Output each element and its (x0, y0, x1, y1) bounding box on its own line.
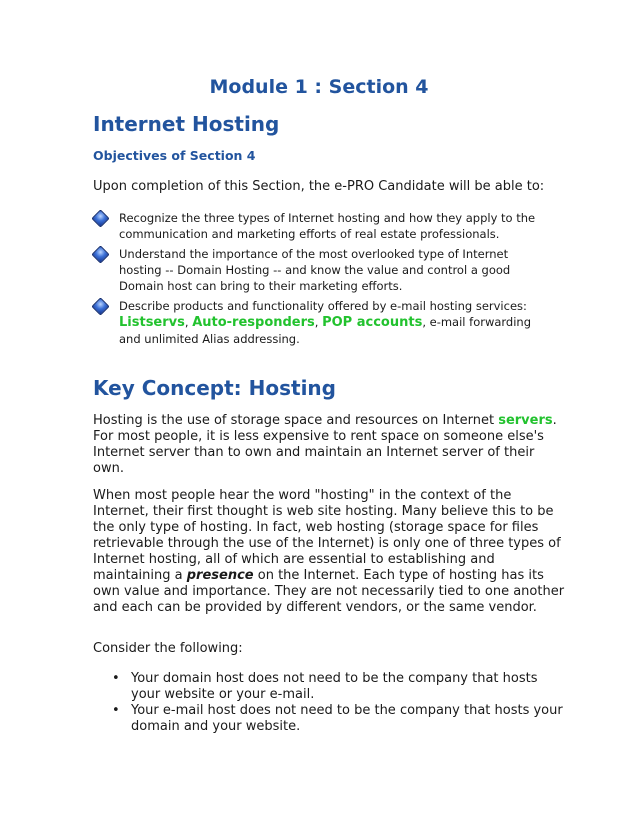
term-auto-responders: Auto-responders (192, 315, 315, 330)
objective-text: Recognize the three types of Internet hosting and how they apply to the communication and marketing efforts of real estate professionals. (119, 211, 536, 241)
blue-diamond-icon (91, 209, 109, 227)
objective-item (93, 298, 553, 347)
paragraph-text: Hosting is the use of storage space and resources on Internet (93, 413, 499, 428)
term-listservs: Listservs (119, 315, 185, 330)
separator: , (314, 315, 323, 329)
objective-text: Understand the importance of the most overlooked type of Internet hosting -- Domain Hosting -- and know the value and control a good Domain host can bring to their marketing efforts. (119, 247, 511, 293)
emphasis-presence: presence (186, 568, 254, 583)
paragraph-text: on the Internet. Each type of hosting has its own value and importance. They are not necessarily tied to one another and each can be provided by different vendors, or the same vendor. (93, 568, 565, 615)
paragraph-text: When most people hear the word "hosting" in the context of the Internet, their first thought is web site hosting. Many believe this to be the only type of hosting. In fact, web hosting (storage space for files retrievable through the use of the Internet) is only one of three types of Internet hosting, all of which are essential to establishing and maintaining a (93, 488, 561, 583)
list-item: • Your domain host does not need to be the company that hosts your website or your e-mail. (93, 671, 565, 703)
objective-text-tail: , e-mail forwarding and unlimited Alias addressing. (119, 315, 532, 346)
section-title: Internet Hosting (93, 112, 280, 136)
objectives-list (93, 210, 553, 347)
consider-list (93, 671, 565, 735)
paragraph-hosting-types (93, 488, 565, 616)
term-pop-accounts: POP accounts (322, 315, 423, 330)
key-concept-heading: Key Concept: Hosting (93, 376, 336, 400)
objectives-heading: Objectives of Section 4 (93, 148, 256, 163)
separator: , (184, 315, 193, 329)
paragraph-text: . For most people, it is less expensive to rent space on someone else's Internet server than to own and maintain an Internet server of their own. (93, 413, 557, 476)
paragraph-consider: Consider the following: (93, 641, 243, 656)
objective-item (93, 210, 553, 242)
blue-diamond-icon (91, 245, 109, 263)
paragraph-hosting-definition (93, 413, 565, 477)
intro-text: Upon completion of this Section, the e-PRO Candidate will be able to: (93, 179, 545, 194)
list-item: • Your e-mail host does not need to be the company that hosts your domain and your website. (93, 703, 565, 735)
objective-item (93, 246, 553, 294)
module-title: Module 1 : Section 4 (209, 76, 429, 98)
term-servers: servers (498, 413, 553, 428)
objective-text: Describe products and functionality offered by e-mail hosting services: (119, 299, 527, 313)
blue-diamond-icon (91, 297, 109, 315)
